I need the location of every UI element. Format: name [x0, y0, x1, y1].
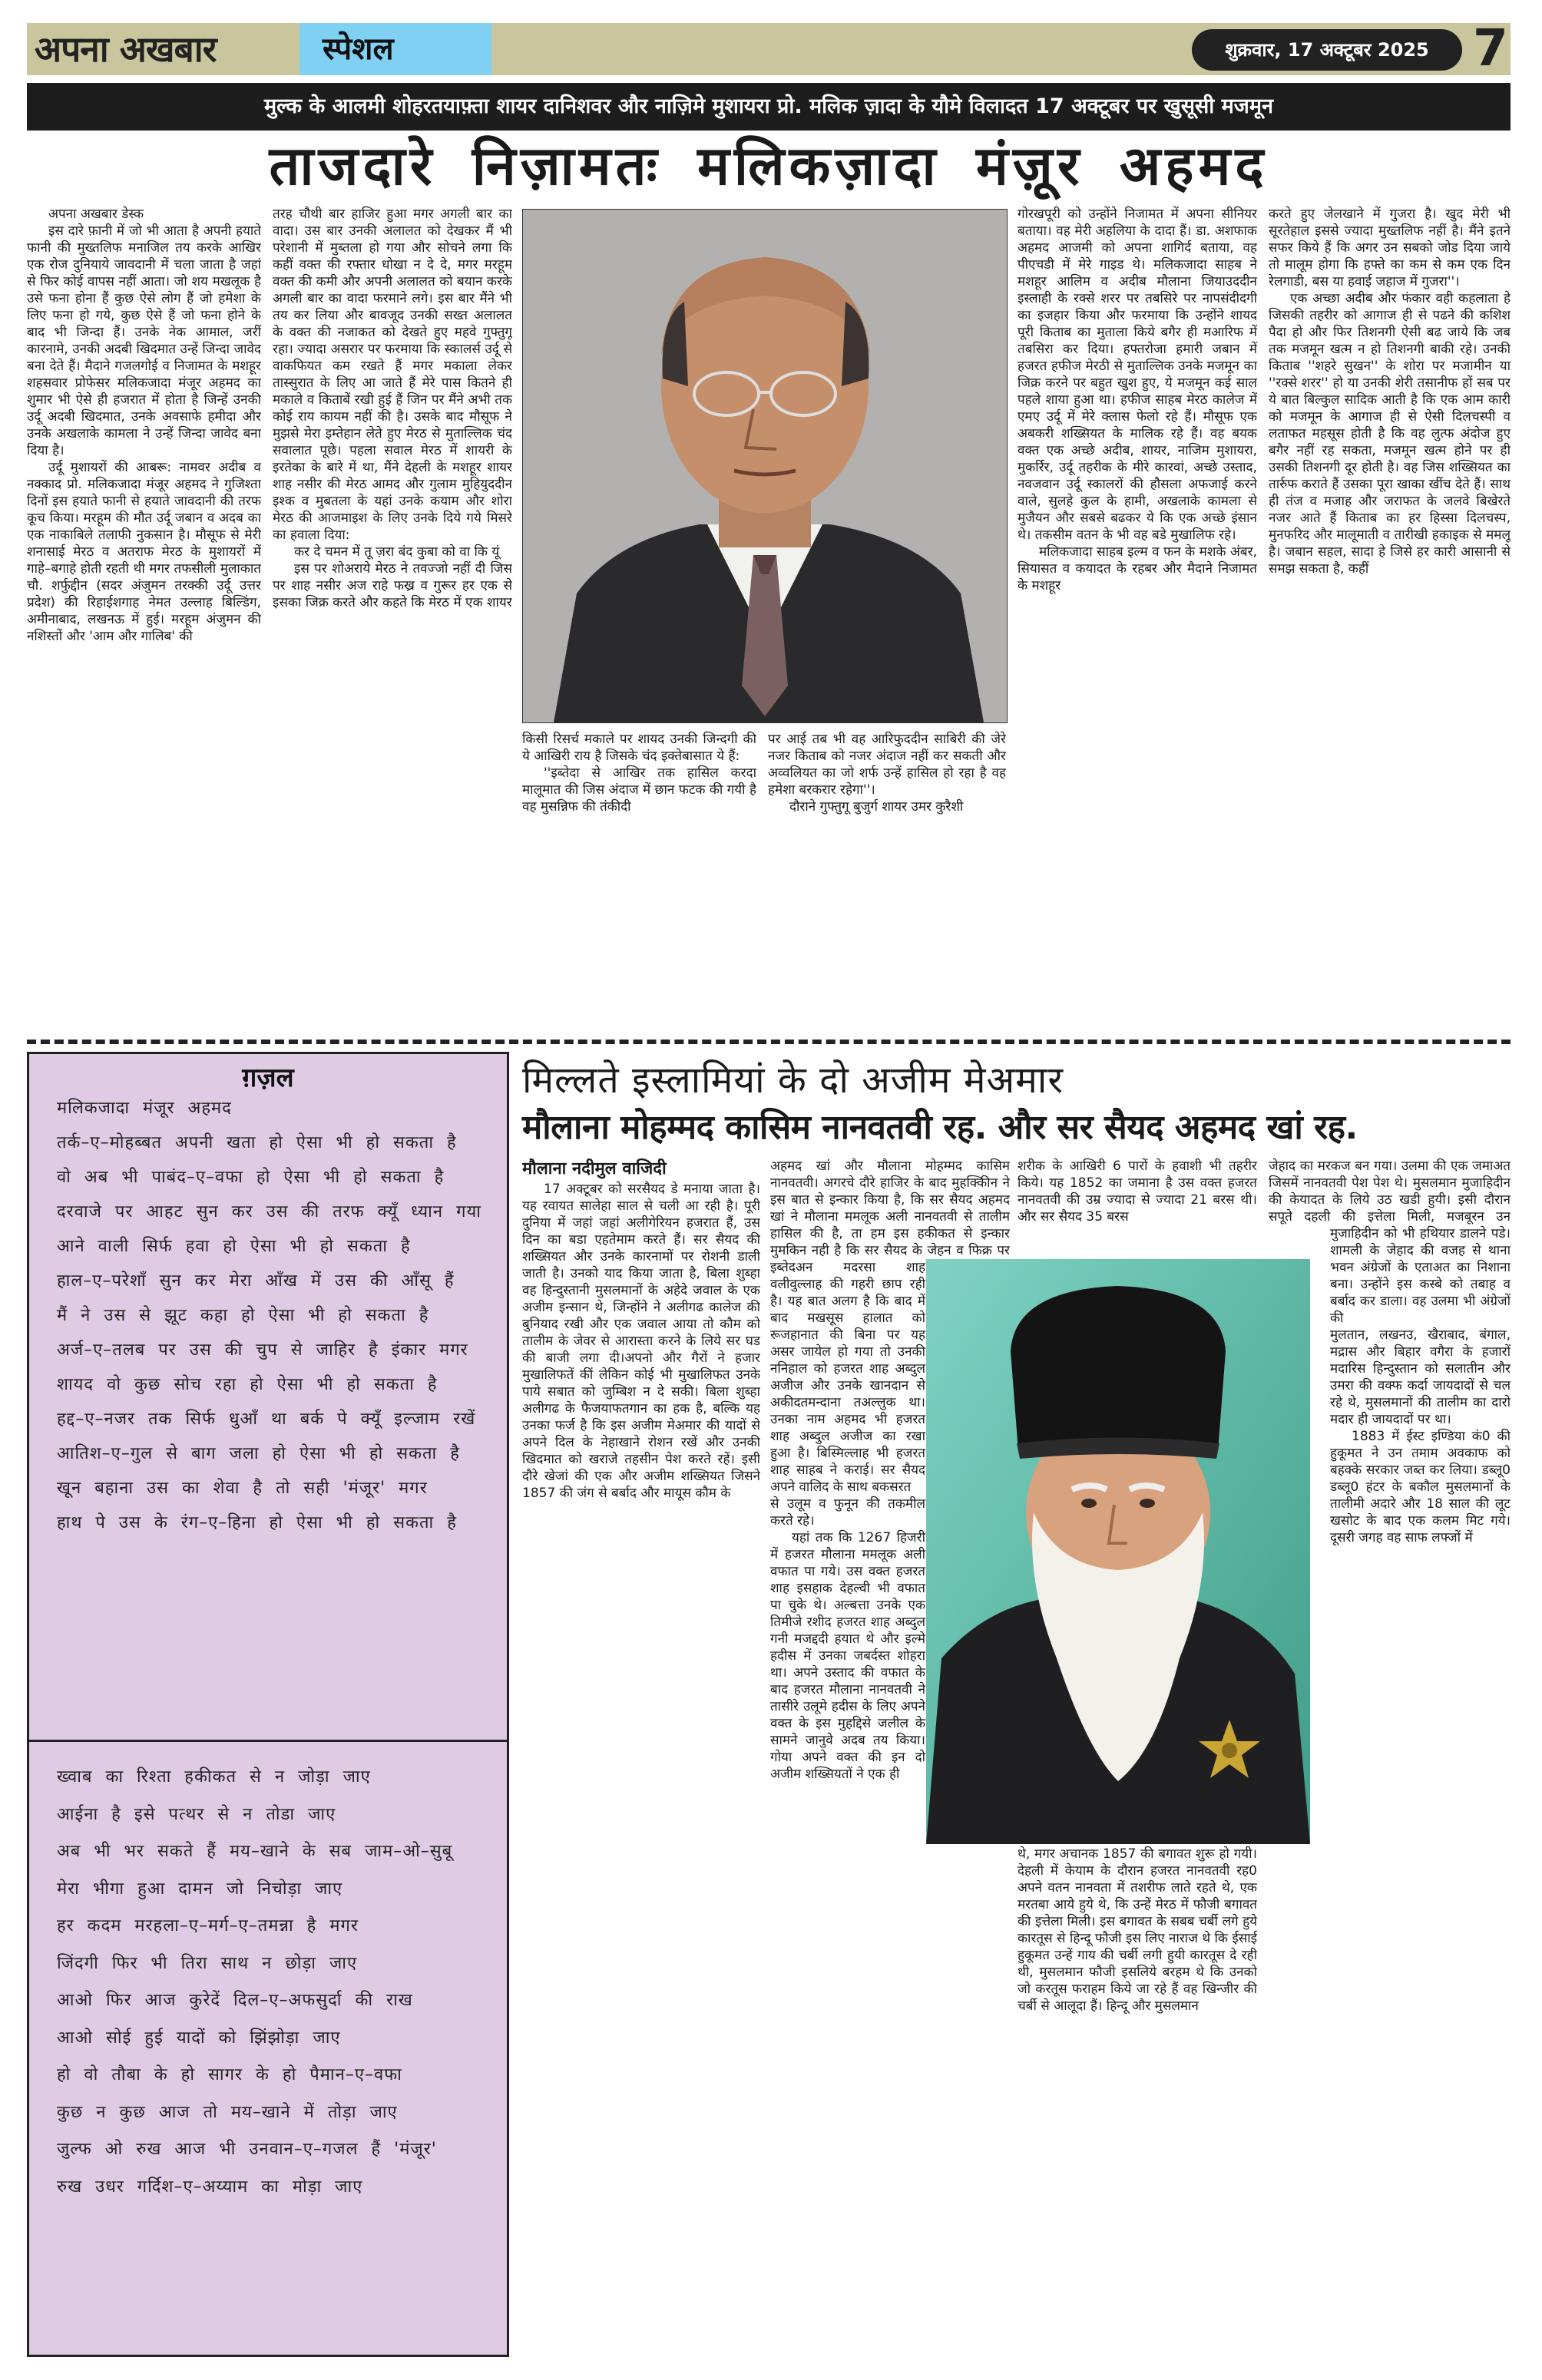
- gazal-line: खून बहाना उस का शेवा है तो सही 'मंजूर' मगर: [57, 1479, 428, 1498]
- article1-banner: मुल्क के आलमी शोहरतयाफ़्ता शायर दानिशवर और नाज़िमे मुशायरा प्रो. मलिक ज़ादा के यौमे विलादत 17 अक्टूबर पर खुसूसी मजमून: [27, 83, 1511, 131]
- gazal-line: अब भी भर सकते हैं मय–खाने के सब जाम–ओ–सुबू: [57, 1842, 453, 1861]
- gazal-title: ग़ज़ल: [242, 1063, 294, 1093]
- paragraph: किसी रिसर्च मकाले पर शायद उनकी जिन्दगी की ये आखिरी राय है जिसके चंद इक्तेबासात ये हैं:: [522, 732, 756, 764]
- verse-quote: कर दे चमन में तू ज़रा बंद कुबा को वा कि यूं: [294, 544, 500, 560]
- paragraph: जेहाद का मरकज बन गया। उलमा की एक जमाअत जिसमें नानवतवी पेश पेश थे। मुसलमान मुजाहिदीन की केयादत के लिये उठ खडी हुयी। इसी दौरान सपूते दहली की इत्तेला मिली, मजबूरन उन मुजाहिदीन को भी हथियार डालने पडे। शामली के जेहाद की वजह से थाना भवन अंग्रेजों के एताअत का निशाना बना। उन्होंने इस कस्बे को तबाह व बर्बाद कर डाला। वह उलमा भी अंग्रेजों की: [1269, 1159, 1511, 1326]
- page-number: 7: [1473, 18, 1508, 78]
- article2-kicker: मिल्लते इस्लामियां के दो अजीम मेअमार: [522, 1059, 1064, 1102]
- gazal-line: आईना है इसे पत्थर से न तोडा जाए: [57, 1804, 336, 1824]
- gazal-line: हाथ पे उस के रंग–ए–हिना हो ऐसा भी हो सकता है: [57, 1513, 457, 1532]
- gazal-box: [27, 1052, 509, 2357]
- paragraph: पर आई तब भी वह आरिफुददीन साबिरी की जेरे नजर किताब को नजर अंदाज नहीं कर सकती और अव्वलियत का जो शर्फ उन्हें हासिल हो रहा है वह हमेशा बरकरार रहेगा''।: [768, 732, 1006, 798]
- gazal-line: कुछ न कुछ आज तो मय–खाने में तोड़ा जाए: [57, 2102, 398, 2122]
- article1-column-2: [273, 206, 512, 1033]
- portrait-photo-icon: [523, 210, 1007, 722]
- paragraph: उर्दू मुशायरों की आबरू: नामवर अदीब व नक्काद प्रो. मलिकजादा मंजूर अहमद ने गुजिश्ता दिनों इस हयाते फानी से हयाते जावदानी की तरफ कूच किया। मरहूम की मौत उर्दू जबान व अदब का एक नाकाबिले तलाफी नुकसान है। मौसूफ से मेरी शनासाई मेरठ व अतराफ मेरठ के मुशायरों में गाहे–बगाहे होती रहती थी मगर तफसीली मुलाकात चौ. शर्फुद्दीन (सदर अंजुमन तरक्की उर्दू उत्तर प्रदेश) की रिहाईशगाह नेमत उल्लाह बिल्डिंग, अमीनाबाद, लखनऊ में हुई। मरहूम अंजुमन की नशिस्तों और 'आम और गालिब' की: [27, 460, 261, 644]
- gazal-line: रुख उधर गर्दिश–ए–अय्याम का मोड़ा जाए: [57, 2177, 363, 2197]
- portrait-photo-icon: [926, 1259, 1310, 1844]
- gazal-line: शायद वो कुछ सोच रहा हो ऐसा भी हो सकता है: [57, 1375, 438, 1394]
- paragraph: इस पर शोअराये मेरठ ने तवज्जो नहीं दी जिस पर शाह नसीर अज राहे फख्र व गुरूर हर एक से इसका जिक्र करते और कहते कि मेरठ में एक शायर: [273, 561, 512, 610]
- gazal-line: हर कदम मरहला–ए–मर्ग–ए–तमन्ना है मगर: [57, 1916, 359, 1935]
- gazal-line: ख्वाब का रिश्ता हकीकत से न जोड़ा जाए: [57, 1767, 371, 1787]
- gazal-line: हो वो तौबा के हो सागर के हो पैमान–ए–वफा: [57, 2065, 402, 2084]
- gazal-line: आने वाली सिर्फ हवा हो ऐसा भी हो सकता है: [57, 1237, 411, 1256]
- gazal-line: आओ फिर आज कुरेदें दिल–ए–अफसुर्दा की राख: [57, 1991, 413, 2010]
- paragraph: गोरखपूरी को उन्होंने निजामत में अपना सीनियर बताया। वह मेरी अहलिया के दादा हैं। डा. अशफाक अहमद आजमी को अपना शागिर्द बताया, वह पीएचडी में मेरे गाइड थे। मलिकजादा साहब ने मशहूर आलिम व अदीब मौलाना जियाउददीन इस्लाही के रक्से शरर पर तबसिरे पर नापसंदीदगी का इजहार किया और फरमाया कि उन्होंने शायद पूरी किताब का मुताला किये बगैर ही मआरिफ में तबसिरा कर दिया। हफ्तरोजा हमारी जबान में हजरत हफीज मेरठी से मुताल्लिक उनके मजमून का जिक्र करने पर बहुत खुश हुए, ये मजमून कई साल पहले शाया हुआ था। हफीज साहब मेरठ कालेज में एमए उर्दू में मेरे क्लास फेलो रहे हैं। मौसूफ एक अबकरी शख्सियत के मालिक रहे हैं। वह बयक वक्त एक अच्छे अदीब, शायर, नाजिम मुशायरा, मुकर्रिर, उर्दू तहरीक के मीरे कारवां, अच्छे उस्ताद, नवजवान उर्दू स्कालरों की हौसला अफजाई करने वाले, सुलहे कुल के हामी, अखलाके कामला से मुजैयन और सबसे बढकर ये कि एक अच्छे इंसान थे। तकसीम वतन के भी वह बडे मुखालिफ रहे।: [1018, 207, 1257, 543]
- paragraph: थे, मगर अचानक 1857 की बगावत शुरू हो गयी। देहली में केयाम के दौरान हजरत नानवतवी रह0 अपने वतन नानवता में तशरीफ लाते रहते थे, एक मरतबा आये हुये थे, कि उन्हें मेरठ में फौजी बगावत की इत्तेला मिली। इस बगावत के सबब चर्बी लगे हुये कारतूस से हिन्दू फौजी इस लिए नाराज थे कि ईसाई हुकूमत उन्हें गाय की चर्बी लगी हुयी कारतूस दे रही थी, मुसलमान फौजी इसलिये बरहम थे कि उनको जो करतूस फराहम किये जा रहे हैं वह खिन्जीर की चर्बी से आलूदा हैं। हिन्दू और मुसलमान: [1018, 1846, 1257, 2014]
- gazal-line: हद्द–ए–नजर तक सिर्फ धुआँ था बर्क पे क्यूँ इल्जाम रखें: [57, 1410, 476, 1429]
- paragraph: अहमद खां और मौलाना मोहम्मद कासिम नानवतवी। अगरचे दौरे हाजिर के बाद मुहक्किीन ने इस बात से इन्कार किया है, कि सर सैयद अहमद खां ने मौलाना ममलूक अली नानवतवी से तालीम हासिल की है, ता हम इस हकीकत से इन्कार मुमकिन नही है कि सर सैयद के जेहन व फिक्र पर इब्तेदअन मदरसा शाह वलीवुल्लाह की गहरी छाप रही है। यह बात अलग है कि बाद में बाद मखसूस हालात को रूजहानात की बिना पर यह असर जायेल हो गया तो उनकी ननिहाल को हजरत शाह अब्दुल अजीज और उनके खानदान से अकीदतमन्दाना तअल्लुक था। उनका नाम अहमद भी हजरत शाह अब्दुल अजीज का रखा हुआ है। बिस्मिल्लाह भी हजरत शाह साहब ने कराई। सर सैयद अपने वालिद के साथ बकसरत: [770, 1159, 1010, 1495]
- malikzada-manzoor-ahmad-photo: [522, 209, 1008, 723]
- article1-column-6: [1269, 206, 1511, 1033]
- paragraph: मलिकजादा साहब इल्म व फन के मशके अंबर, सियासत व कयादत के रहबर और मैदाने निजामत के मशहूर: [1018, 544, 1257, 593]
- paragraph: एक अच्छा अदीब और फंकार वही कहलाता हे जिसकी तहरीर को आगाज ही से पढने की कशिश पैदा हो और फिर तिशनगी ऐसी बढ जाये कि जब तक मजमून खत्म न हो तिशनगी बाकी रहे। उनकी किताब ''शहरे सुखन'' के शोरा पर मजामीन या ''रक्से शरर'' हो या उनकी शेरी तसानीफ हों सब पर ये बात बिल्कुल सादिक आती है कि एक आम कारी को मजमून के आगाज ही से ऐसी दिलचस्पी व लताफत महसूस होती है कि वह लुत्फ अंदोज हुए बगैर नहीं रह सकता, मजमून खत्म होने पर ही उसकी तिशनगी दूर होती है। वह जिस शख्सियत का तार्रुफ कराते हैं उसका पूरा खाका खींच देते हैं। साथ ही तंज व मजाह और जराफत के जलवे बिखेरते नजर आते हैं किताब का हर हिस्सा दिलचस्प, मुनफरिद और मालूमाती व तारीखी हकाइक से ममलू है। जबान सहल, सादा हे जिसे हर कारी आसानी से समझ सकता है, कहीं: [1269, 291, 1511, 577]
- paragraph: करते हुए जेलखाने में गुजरा है। खुद मेरी भी सूरतेहाल इससे ज्यादा मुख्तलिफ नहीं है। मैंने इतने सफर किये हैं कि अगर उन सबको जोड दिया जाये तो मालूम होगा कि हफ्ते का कम से कम एक दिन रेलगाडी, बस या हवाई जहाज में गुजरा''।: [1269, 207, 1511, 289]
- gazal-divider: [29, 1740, 507, 1742]
- paragraph: 1883 में ईस्ट इण्डिया कं0 की हुकूमत ने उन तमाम अवकाफ को बहक्के सरकार जब्त कर लिया। डब्लू0 डब्लू0 हंटर के बकौल मुसलमानों के तालीमी अदारे और 18 साल की लूट खसोट के बाद एक कलम मिट गये। दूसरी जगह वह साफ लफ्जों में: [1330, 1429, 1511, 1545]
- article1-column-1: [27, 206, 261, 1033]
- article1-headline: ताजदारे निज़ामतः मलिकज़ादा मंज़ूर अहमद: [269, 134, 1269, 197]
- paper-name: अपना अखबार: [35, 28, 217, 70]
- paragraph: 17 अक्टूबर को सरसैयद डे मनाया जाता है। यह रवायत सालेहा साल से चली आ रही है। पूरी दुनिया में जहां जहां अलीगेरियन हजरात हैं, उस दिन का बडा एहतेमाम करते हैं। सर सैयद की शख्सियत और उनके कारनामों पर रोशनी डाली जाती है। उनको याद किया जाता है, बिला शुब्हा वह हिन्दुस्तानी मुसलमानों के अहेदे जवाल के एक अजीम इन्सान थे, जिन्होंने ने अलीगढ कालेज की बुनियाद रखी और एक जवाल आया तो कौम को तालीम के जेवर से आरास्ता करने के लिये सर घड की बाजी लगा दी।अपनो और गैरों ने हजार मुखालिफतें कीं लेकिन कोई भी मुखालिफत उनके पाये सबात को जुम्बिश न दे सकी। बिला शुब्हा अलीगढ के फैजयाफतगान का हक है, बल्कि यह उनका फर्ज है कि इस अजीम मेअमार की यादों से अपने दिल के नेहाखाने रोशन रखें और उनकी खिदमात को खराजे तहसीन पेश करते रहें। इसी दौरे खेजां की एक और अजीम शख्सियत जिसने 1857 की जंग से बर्बाद और मायूस कौम के: [522, 1182, 760, 1501]
- paragraph: मुलतान, लखनउ, खैराबाद, बंगाल, मद्रास और बिहार वगैरा के हजारों मदारिस हिन्दुस्तान को सलातीन और उमरा की वक्फ कर्दा जायदादों से चल रहे थे, मुसलमानों की तालीम का दारो मदार ही जायदादों पर था।: [1330, 1327, 1511, 1427]
- article1-column-4: [768, 731, 1006, 1033]
- paragraph: ''इब्तेदा से आखिर तक हासिल करदा मालूमात की जिस अंदाज में छान फटक की गयी है वह मुसन्निफ की तंकीदी: [522, 765, 756, 815]
- gazal-line: मैं ने उस से झूट कहा हो ऐसा भी हो सकता है: [57, 1306, 429, 1325]
- gazal-line: आतिश–ए–गुल से बाग जला हो ऐसा भी हो सकता है: [57, 1444, 460, 1463]
- article2-column-1: [522, 1158, 760, 2357]
- sir-syed-ahmad-khan-photo: [926, 1259, 1310, 1844]
- gazal-line: अर्ज–ए–तलब पर उस की चुप से जाहिर है इंकार मगर: [57, 1340, 468, 1360]
- paragraph: शरीक के आखिरी 6 पारों के हवाशी भी तहरीर किये। यह 1852 का जमाना है उस वक्त हजरत नानवतवी की उम्र ज्यादा से ज्यादा 21 बरस थी। और सर सैयद 35 बरस: [1018, 1159, 1257, 1225]
- article2-headline: मौलाना मोहम्मद कासिम नानवतवी रह. और सर सैयद अहमद खां रह.: [522, 1108, 1358, 1147]
- gazal-line: जुल्फ ओ रुख आज भी उनवान–ए–गजल हैं 'मंजूर': [57, 2140, 437, 2159]
- article1-column-3: [522, 731, 756, 1033]
- section-label: स्पेशल: [323, 31, 394, 67]
- article1-column-5: [1018, 206, 1257, 1033]
- gazal-line: जिंदगी फिर भी तिरा साथ न छोड़ा जाए: [57, 1953, 358, 1973]
- section-divider: [27, 1040, 1511, 1044]
- gazal-part-2: [57, 1759, 495, 2206]
- paragraph: से उलूम व फुनून की तकमील करते रहे।: [770, 1496, 925, 1529]
- gazal-line: हाल–ए–परेशाँ सुन कर मेरा आँख में उस की आँसू हैं: [57, 1271, 455, 1291]
- gazal-line: आओ सोई हुई यादों को झिंझोड़ा जाए: [57, 2028, 341, 2048]
- paragraph: इस दारे फ़ानी में जो भी आता है अपनी हयाते फानी की मुख्तलिफ मनाजिल तय करके आखिर एक रोज दुनियाये जावदानी में चला जाता है जहां से फिर कोई वापस नहीं आता। जो शय मखलूक है उसे फना होना हैं कुछ ऐसे लोग हैं जो हमेशा के लिए फना हो गये, कुछ ऐसे हैं जो फना होने के बाद भी जिन्दा हैं। उनके नेक आमाल, जरीं कारनामे, उनकी अदबी खिदमात उन्हें जिन्दा जावेद बना देते हैं। मैदाने गजलगोई व निजामत के मशहूर शहसवार प्रोफेसर मलिकजादा मंजूर अहमद का शुमार भी ऐसे ही हजरात में होता है जिन्हें उनकी उर्दू अदबी खिदमात, उनके अवसाफे हमीदा और उनके अखलाके कामला ने उन्हें जिन्दा जावेद बना दिया है।: [27, 223, 261, 458]
- paragraph: यहां तक कि 1267 हिजरी में हजरत मौलाना ममलूक अली वफात पा गये। उस वक्त हजरत शाह इसहाक देहल्वी भी वफात पा चुके थे। अल्बत्ता उनके एक तिमीजे रशीद हजरत शाह अब्दुल गनी मजद्ददी हयात थे और इल्मे हदीस में उनका जबर्दस्त शोहरा था। अपने उस्ताद की वफात के बाद हजरत मौलाना नानवतवी ने तासीरे उलूमे हदीस के लिए अपने वक्त के इस मुहद्दिसे जलील के सामने जानुवे अदब तय किया। गोया अपने वक्त की इन दो अजीम शख्सियतों ने एक ही: [770, 1530, 925, 1782]
- gazal-part-1: [57, 1091, 495, 1540]
- paragraph: तरह चौथी बार हाजिर हुआ मगर अगली बार का वादा। उस बार उनकी अलालत को देखकर मैं भी परेशानी में मुब्तला हो गया और सोचने लगा कि कहीं वक्त की रफ्तार धोखा न दे दे, मगर मरहूम वक्त की कमी और अपनी अलालत को बयान करके अगली बार का वादा फरमाने लगे। इस बार मैंने भी तय कर लिया और बावजूद उनकी सख्त अलालत के वक्त की नजाकत को देखते हुए महवे गुफ्तुगू रहा। ज्यादा असरार पर फरमाया कि स्कालर्स उर्दू से वाकफियत कम रखते हैं मगर मकाला लेकर तास्सुरात के लिए आ जाते हैं मेरे पास कितने ही मकाले व किताबें रखी हुई हैं जिन पर मैंने अभी तक कोई राय कायम नहीं की है। उसके बाद मौसूफ ने मुझसे मेरा इम्तेहान लेते हुए मेरठ से मुताल्लिक चंद सवालात पूछे। पहला सवाल मेरठ में शायरी के इरतेका के बारे में था, मैंने देहली के मशहूर शायर शाह नसीर की मेरठ आमद और गुलाम मुहियुददीन इश्क व मुबतला के यहां उनके कयाम और शोरा मेरठ की आजमाइश के लिए उनके दिये गये मिसरे का हवाला दिया:: [273, 207, 512, 543]
- issue-date: शुक्रवार, 17 अक्टूबर 2025: [1192, 29, 1462, 71]
- gazal-line: दरवाजे पर आहट सुन कर उस की तरफ क्यूँ ध्यान गया: [57, 1202, 481, 1221]
- section-label-box: [299, 23, 491, 75]
- gazal-line: वो अब भी पाबंद–ए–वफा हो ऐसा भी हो सकता है: [57, 1168, 445, 1187]
- gazal-line: मेरा भीगा हुआ दामन जो निचोड़ा जाए: [57, 1879, 343, 1899]
- gazal-line: तर्क–ए–मोहब्बत अपनी खता हो ऐसा भी हो सकता है: [57, 1133, 457, 1152]
- article1-byline: अपना अखबार डेस्क: [48, 207, 144, 222]
- paragraph: दौराने गुफ्तुगू बुजुर्ग शायर उमर कुरैशी: [789, 799, 964, 815]
- gazal-poet: मलिकजादा मंजूर अहमद: [57, 1099, 232, 1118]
- article2-byline: मौलाना नदीमुल वाजिदी: [522, 1159, 667, 1178]
